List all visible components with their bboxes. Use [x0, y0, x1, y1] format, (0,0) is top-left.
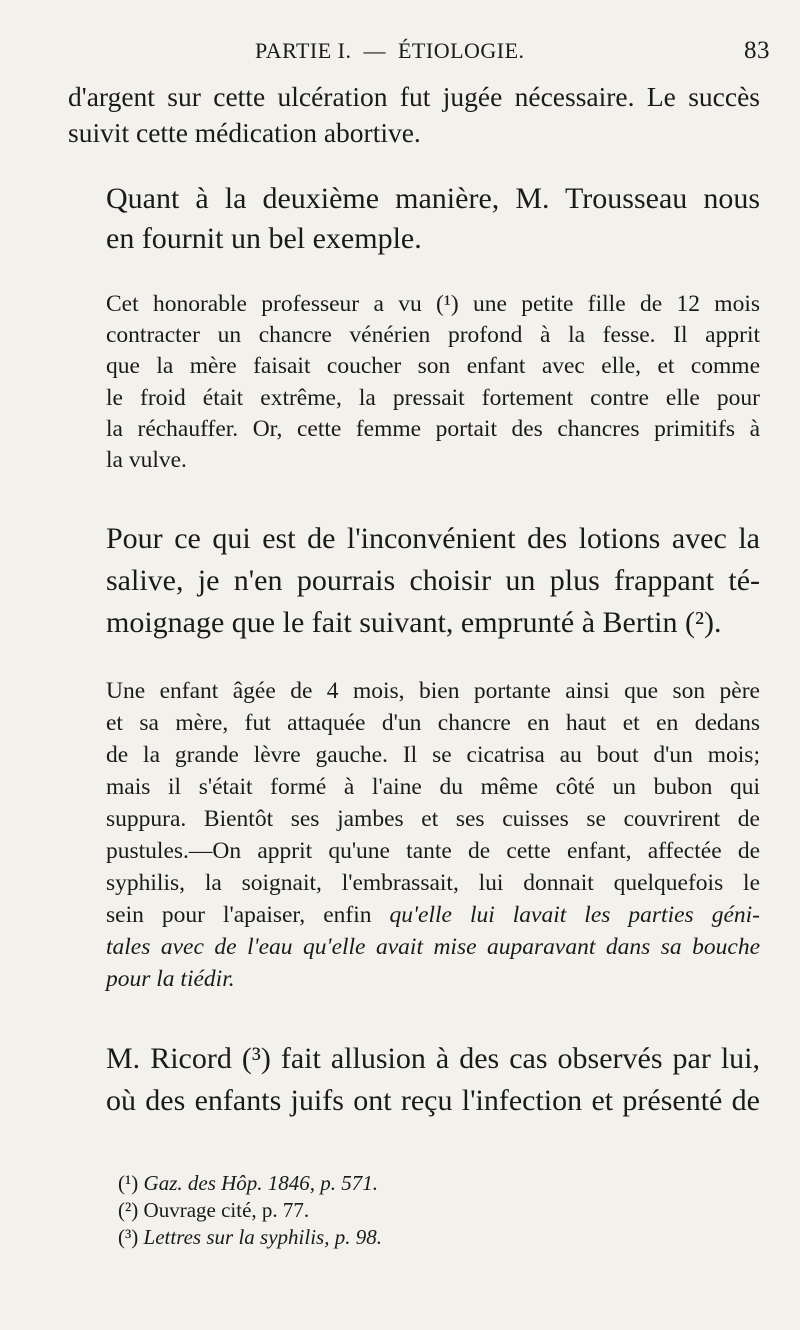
text-line: Cet honorable professeur a vu (¹) une petite fille de 12 mois: [106, 291, 760, 317]
text-line: moignage que le fait suivant, emprunté à Bertin (²).: [106, 606, 722, 639]
text-line: Pour ce qui est de l'inconvénient des lotions avec la: [106, 522, 760, 555]
text-line: la réchauffer. Or, cette femme portait des chancres primitifs à: [106, 415, 760, 442]
text-line: d'argent sur cette ulcération fut jugée nécessaire. Le succès: [68, 81, 760, 112]
text-line: salive, je n'en pourrais choisir un plus frappant té-: [106, 564, 760, 597]
text-line: Une enfant âgée de 4 mois, bien portante ainsi que son père: [106, 678, 760, 704]
italic-segment: qu'elle lui lavait les parties géni-: [389, 902, 760, 928]
text-line: pustules.—On apprit qu'une tante de cette enfant, affectée de: [106, 838, 760, 864]
text-line: et sa mère, fut attaquée d'un chancre en haut et en dedans: [106, 710, 760, 736]
text-line: Quant à la deuxième manière, M. Trousseau nous: [106, 182, 760, 215]
footnote-mark: (³): [118, 1225, 139, 1249]
running-head: PARTIE I. — ÉTIOLOGIE.: [255, 38, 525, 63]
text-line: en fournit un bel exemple.: [106, 222, 422, 255]
text-line: de la grande lèvre gauche. Il se cicatrisa au bout d'un mois;: [106, 742, 760, 768]
paragraph-2: [68, 179, 760, 259]
paragraph-1: [68, 79, 760, 151]
page-number: 83: [744, 37, 770, 64]
text-line-italic: tales avec de l'eau qu'elle avait mise auparavant dans sa bouche: [106, 934, 760, 960]
footnote-1: [118, 1170, 382, 1197]
text-line: [68, 899, 760, 931]
footnote-text: Lettres sur la syphilis, p. 98.: [143, 1225, 382, 1249]
footnote-2: [118, 1197, 382, 1224]
paragraph-6: [68, 1038, 760, 1122]
text-line-italic: pour la tiédir.: [106, 966, 235, 992]
text-segment: sein pour l'apaiser, enfin: [106, 902, 372, 928]
text-line: le froid était extrême, la pressait fortement contre elle pour: [106, 384, 760, 411]
text-line: mais il s'était formé à l'aine du même côté un bubon qui: [106, 774, 760, 800]
paragraph-3: [68, 289, 760, 476]
footnote-mark: (²): [118, 1198, 139, 1222]
text-line: syphilis, la soignait, l'embrassait, lui donnait quelquefois le: [106, 870, 760, 896]
footnote-text: Gaz. des Hôp. 1846, p. 571.: [143, 1171, 379, 1195]
text-line: où des enfants juifs ont reçu l'infection et présenté de: [106, 1084, 760, 1117]
text-line: suivit cette médication abortive.: [68, 117, 421, 148]
footnotes: [118, 1170, 382, 1251]
page-header: [255, 34, 770, 68]
text-line: que la mère faisait coucher son enfant avec elle, et comme: [106, 353, 760, 380]
text-line: suppura. Bientôt ses jambes et ses cuisses se couvrirent de: [106, 806, 760, 832]
text-line: M. Ricord (³) fait allusion à des cas observés par lui,: [106, 1042, 760, 1075]
footnote-mark: (¹): [118, 1171, 139, 1195]
paragraph-5: [68, 675, 760, 995]
text-line: contracter un chancre vénérien profond à la fesse. Il apprit: [106, 322, 760, 349]
footnote-text: Ouvrage cité, p. 77.: [143, 1198, 310, 1222]
text-line: la vulve.: [106, 447, 187, 474]
footnote-3: [118, 1224, 382, 1251]
paragraph-4: [68, 518, 760, 644]
